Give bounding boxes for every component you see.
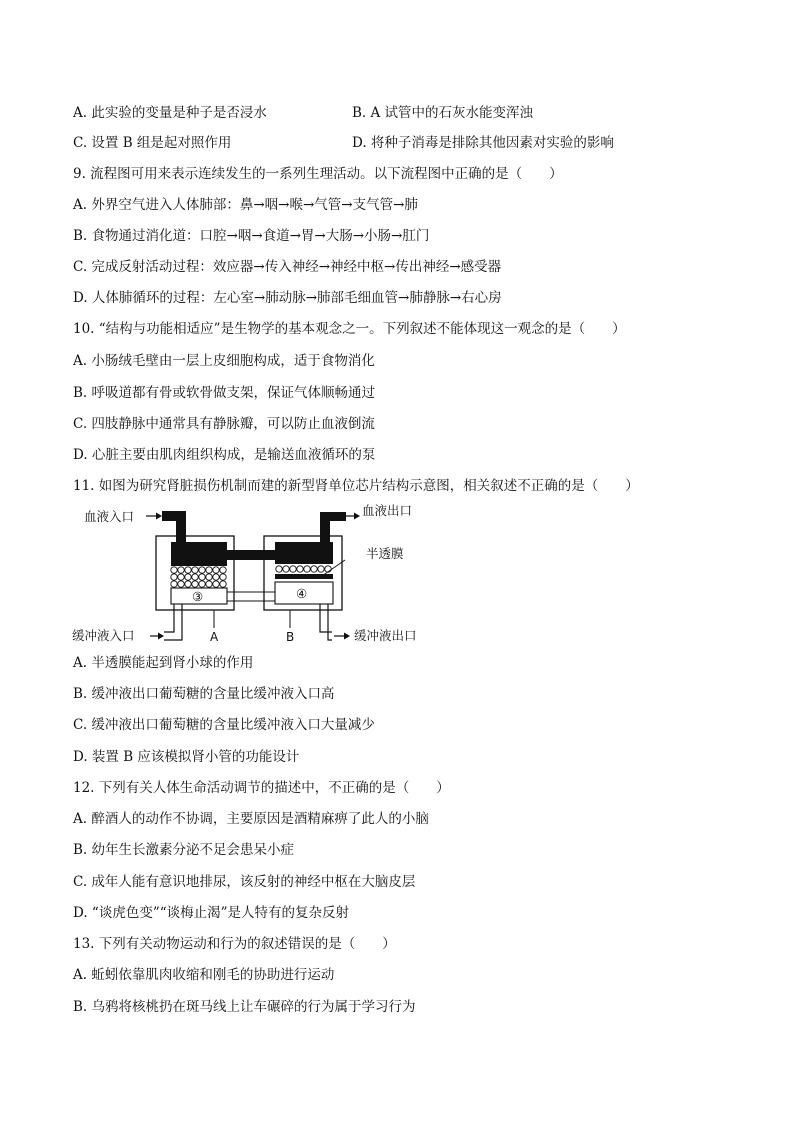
q12-option-d: D. “谈虎色变”“谈梅止渴”是人特有的复杂反射 <box>73 905 350 921</box>
q13-stem: 13. 下列有关动物运动和行为的叙述错误的是（ ） <box>73 936 396 952</box>
blood-outlet-label: 血液出口 <box>362 503 413 518</box>
q8-option-b: B. A 试管中的石灰水能变浑浊 <box>352 105 534 121</box>
q9-option-c: C. 完成反射活动过程：效应器→传入神经→神经中枢→传出神经→感受器 <box>73 259 502 275</box>
q11-option-b: B. 缓冲液出口葡萄糖的含量比缓冲液入口高 <box>73 686 335 702</box>
q12-option-b: B. 幼年生长激素分泌不足会患呆小症 <box>73 842 295 858</box>
q12-option-a: A. 醉酒人的动作不协调，主要原因是酒精麻痹了此人的小脑 <box>73 811 429 827</box>
label-4: ④ <box>296 586 308 601</box>
q10-option-c: C. 四肢静脉中通常具有静脉瓣，可以防止血液倒流 <box>73 416 375 432</box>
q11-stem: 11. 如图为研究肾脏损伤机制而建的新型肾单位芯片结构示意图，相关叙述不正确的是（ ） <box>73 478 639 494</box>
q13-option-a: A. 蚯蚓依靠肌肉收缩和刚毛的协助进行运动 <box>73 967 335 983</box>
right-capillary-coils <box>276 566 331 572</box>
q9-option-b: B. 食物通过消化道：口腔→咽→食道→胃→大肠→小肠→肛门 <box>73 228 430 244</box>
membrane-label: 半透膜 <box>366 546 404 561</box>
buffer-outlet-arrow <box>334 633 350 640</box>
q12-stem: 12. 下列有关人体生命活动调节的描述中，不正确的是（ ） <box>73 780 450 796</box>
q9-stem: 9. 流程图可用来表示连续发生的一系列生理活动。以下流程图中正确的是（ ） <box>73 166 563 182</box>
label-3: ③ <box>192 589 204 604</box>
q8-option-c: C. 设置 B 组是起对照作用 <box>73 135 232 151</box>
q11-option-c: C. 缓冲液出口葡萄糖的含量比缓冲液入口大量减少 <box>73 717 375 733</box>
buffer-inlet-arrow <box>150 633 164 640</box>
label-b: B <box>286 630 295 644</box>
q10-option-d: D. 心脏主要由肌肉组织构成，是输送血液循环的泵 <box>73 447 376 463</box>
q10-stem: 10. “结构与功能相适应”是生物学的基本观念之一。下列叙述不能体现这一观念的是（ ） <box>73 321 626 337</box>
blood-inlet-arrow <box>146 513 162 520</box>
q11-option-a: A. 半透膜能起到肾小球的作用 <box>73 655 254 671</box>
connecting-pipe <box>227 550 275 560</box>
label-a: A <box>210 630 219 644</box>
q8-option-d: D. 将种子消毒是排除其他因素对实验的影响 <box>352 135 614 151</box>
buffer-outlet-label: 缓冲液出口 <box>354 628 417 643</box>
blood-outlet-arrow <box>346 513 360 520</box>
left-capillary-coils <box>171 567 226 587</box>
q10-option-a: A. 小肠绒毛壁由一层上皮细胞构成，适于食物消化 <box>73 353 375 369</box>
q9-option-d: D. 人体肺循环的过程：左心室→肺动脉→肺部毛细血管→肺静脉→右心房 <box>73 290 502 306</box>
blood-inlet-label: 血液入口 <box>84 509 135 524</box>
q10-option-b: B. 呼吸道都有骨或软骨做支架，保证气体顺畅通过 <box>73 385 376 401</box>
q13-option-b: B. 乌鸦将核桃扔在斑马线上让车碾碎的行为属于学习行为 <box>73 999 416 1015</box>
q12-option-c: C. 成年人能有意识地排尿，该反射的神经中枢在大脑皮层 <box>73 874 416 890</box>
q8-option-a: A. 此实验的变量是种子是否浸水 <box>73 105 267 121</box>
q11-option-d: D. 装置 B 应该模拟肾小管的功能设计 <box>73 749 300 765</box>
kidney-chip-diagram <box>70 500 450 650</box>
buffer-inlet-label: 缓冲液入口 <box>72 628 135 643</box>
q9-option-a: A. 外界空气进入人体肺部：鼻→咽→喉→气管→支气管→肺 <box>73 197 418 213</box>
